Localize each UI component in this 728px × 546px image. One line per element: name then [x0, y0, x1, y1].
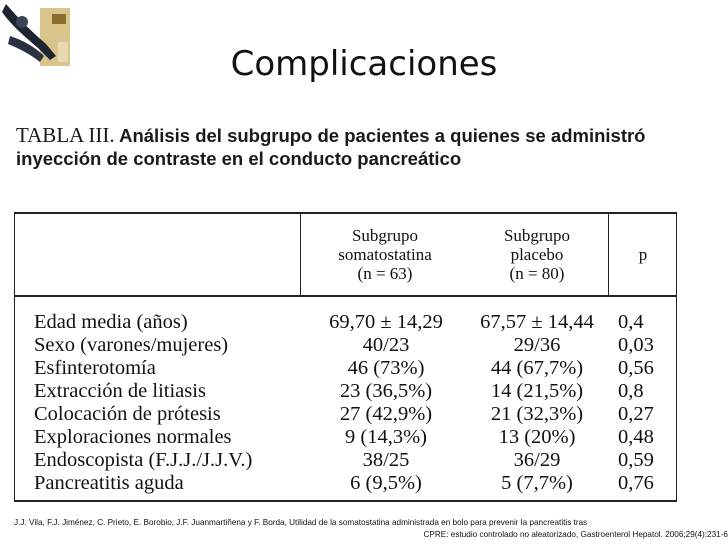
p-value: 0,4 [618, 311, 644, 333]
placebo-value: 21 (32,3%) [490, 403, 584, 425]
row-label: Esfinterotomía [34, 357, 156, 379]
column-header-placebo: Subgrupo placebo (n = 80) [503, 226, 571, 283]
somatostatina-value: 38/25 [362, 449, 410, 471]
p-value: 0,76 [618, 472, 654, 494]
placebo-value: 29/36 [513, 334, 561, 356]
placebo-value: 5 (7,7%) [501, 472, 573, 494]
somatostatina-value: 46 (73%) [347, 357, 425, 379]
placebo-value: 44 (67,7%) [490, 357, 584, 379]
citation [14, 517, 728, 541]
table-row [0, 426, 728, 448]
table-caption [16, 124, 656, 170]
table-header-rule [14, 295, 676, 297]
somatostatina-value: 27 (42,9%) [339, 403, 433, 425]
placebo-value: 13 (20%) [498, 426, 576, 448]
p-value: 0,56 [618, 357, 654, 379]
table-row [0, 472, 728, 494]
p-value: 0,59 [618, 449, 654, 471]
table-bottom-rule [14, 500, 676, 502]
citation-line-1: J.J. Vila, F.J. Jiménez, C. Prieto, E. Borobio, J.F. Juanmartiñena y F. Borda, Utilidad de la somatostatina administrada en bolo para prevenir la pancreatitis tras [14, 518, 588, 527]
placebo-value: 67,57 ± 14,44 [480, 311, 594, 333]
somatostatina-value: 23 (36,5%) [339, 380, 433, 402]
table-row [0, 334, 728, 356]
row-label: Colocación de prótesis [34, 403, 221, 425]
table-row [0, 311, 728, 333]
row-label: Pancreatitis aguda [34, 472, 184, 494]
row-label: Extracción de litiasis [34, 380, 206, 402]
row-label: Exploraciones normales [34, 426, 232, 448]
table-row [0, 449, 728, 471]
somatostatina-value: 69,70 ± 14,29 [329, 311, 443, 333]
p-value: 0,8 [618, 380, 644, 402]
row-label: Sexo (varones/mujeres) [34, 334, 229, 356]
table-row [0, 357, 728, 379]
table-label: TABLA III. [16, 123, 115, 147]
placebo-value: 14 (21,5%) [490, 380, 584, 402]
table-row [0, 380, 728, 402]
p-value: 0,03 [618, 334, 654, 356]
table-top-rule [14, 212, 676, 214]
somatostatina-value: 40/23 [362, 334, 410, 356]
column-header-p: p [638, 245, 648, 264]
p-value: 0,27 [618, 403, 654, 425]
slide-title: Complicaciones [230, 44, 498, 84]
table-title: Análisis del subgrupo de pacientes a quienes se administró inyección de contraste en el conducto pancreático [16, 125, 646, 169]
somatostatina-value: 9 (14,3%) [345, 426, 427, 448]
citation-line-2: CPRE: estudio controlado no aleatorizado, Gastroenterol Hepatol. 2006;29(4):231-6 [423, 530, 728, 539]
column-header-somatostatina: Subgrupo somatostatina (n = 63) [338, 226, 432, 283]
row-label: Endoscopista (F.J.J./J.J.V.) [34, 449, 253, 471]
row-label: Edad media (años) [34, 311, 188, 333]
somatostatina-value: 6 (9,5%) [350, 472, 422, 494]
table-row [0, 403, 728, 425]
placebo-value: 36/29 [513, 449, 561, 471]
p-value: 0,48 [618, 426, 654, 448]
